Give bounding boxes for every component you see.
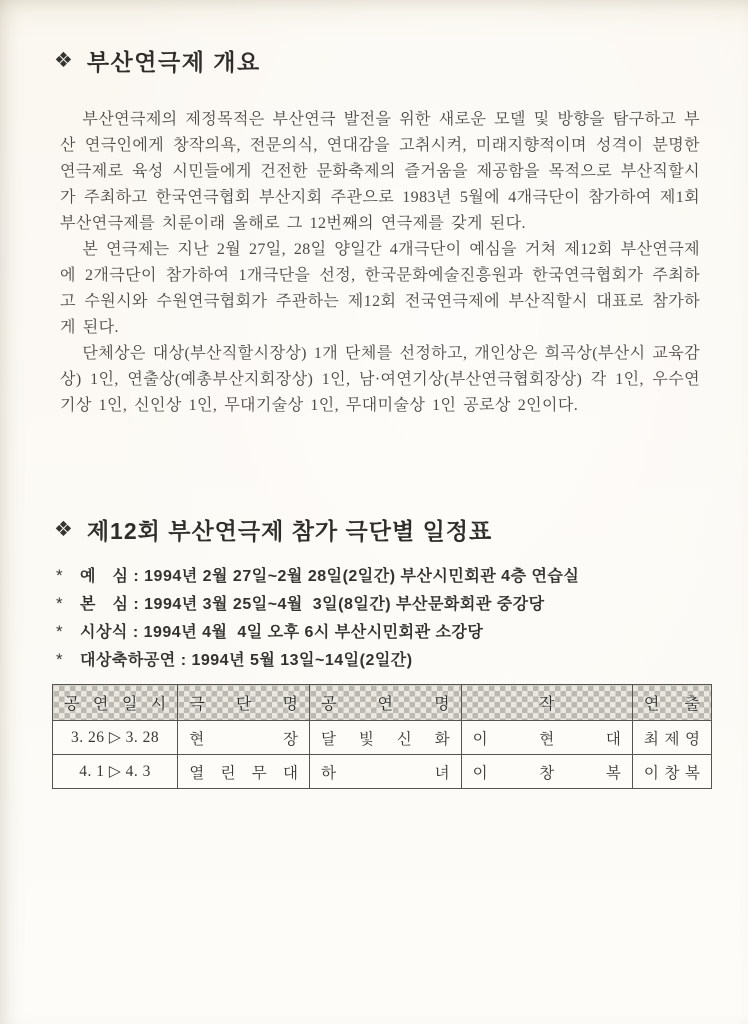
paragraph-3: 단체상은 대상(부산직할시장상) 1개 단체를 선정하고, 개인상은 희곡상(부산시 교육감상) 1인, 연출상(예총부산지회장상) 1인, 남·여연기상(부산연극협회장상) 각 1인, 우수연기상 1인, 신인상 1인, 무대기술상 1인, 무대미술상 1인 공로상 2인이다. xyxy=(60,345,700,414)
cell-author: 이 창 복 xyxy=(461,755,632,789)
cell-author: 이 현 대 xyxy=(461,721,632,755)
header-company: 극 단 명 xyxy=(178,685,310,721)
bullet-label: 본 심 xyxy=(80,596,129,613)
schedule-table xyxy=(52,684,712,789)
asterisk-icon: * xyxy=(56,566,64,585)
cell-director: 최 제 영 xyxy=(632,721,711,755)
bullet-text: : 1994년 3월 25일~4월 3일(8일간) 부산문화회관 중강당 xyxy=(128,596,545,613)
schedule-section xyxy=(54,513,704,789)
table-row xyxy=(53,721,712,755)
bullet-text: : 1994년 2월 27일~2월 28일(2일간) 부산시민회관 4층 연습실 xyxy=(128,568,580,585)
bullet-awards xyxy=(56,618,704,646)
asterisk-icon: * xyxy=(56,594,64,613)
header-author: 작 xyxy=(461,685,632,721)
paragraph-1: 부산연극제의 제정목적은 부산연극 발전을 위한 새로운 모델 및 방향을 탐구하고 부산 연극인에게 창작의욕, 전문의식, 연대감을 고취시켜, 미래지향적이며 성격이 분명한 연극제로 육성 시민들에게 건전한 문화축제의 즐거움을 제공함을 목적으로 부산직할시가 주최하고 한국연극협회 부산지회 주관으로 1983년 5월에 4개극단이 참가하여 제1회 부산연극제를 치룬이래 올해로 그 12번째의 연극제를 갖게 된다. xyxy=(60,111,700,232)
asterisk-icon: * xyxy=(56,622,64,641)
cell-performance: 하 녀 xyxy=(310,755,462,789)
header-performance: 공 연 명 xyxy=(310,685,462,721)
overview-body xyxy=(60,107,700,419)
section2-title: 제12회 부산연극제 참가 극단별 일정표 xyxy=(86,518,493,544)
cell-performance: 달 빛 신 화 xyxy=(310,721,462,755)
diamond-icon: ❖ xyxy=(54,518,73,541)
cell-company: 열 린 무 대 xyxy=(178,755,310,789)
table-row xyxy=(53,755,712,789)
bullet-label: 시상식 xyxy=(80,624,128,641)
bullet-text: : 1994년 4월 4일 오후 6시 부산시민회관 소강당 xyxy=(127,624,484,641)
bullet-main xyxy=(56,590,704,618)
section1-title: 부산연극제 개요 xyxy=(86,49,261,75)
paragraph-2: 본 연극제는 지난 2월 27일, 28일 양일간 4개극단이 예심을 거쳐 제12회 부산연극제에 2개극단이 참가하여 1개극단을 선정, 한국문화예술진흥원과 한국연극협회가 주최하고 수원시와 수원연극협회가 주관하는 제12회 전국연극제에 부산직할시 대표로 참가하게 된다. xyxy=(60,241,700,336)
bullet-text: : 1994년 5월 13일~14일(2일간) xyxy=(175,652,413,669)
bullet-label: 예 심 xyxy=(80,568,129,585)
bullet-label: 대상축하공연 xyxy=(80,652,176,669)
header-date: 공 연 일 시 xyxy=(53,685,178,721)
section1-heading xyxy=(54,44,704,77)
cell-director: 이 창 복 xyxy=(632,755,711,789)
cell-company: 현 장 xyxy=(178,721,310,755)
bullet-preliminary xyxy=(56,562,704,590)
cell-date: 4. 1 ▷ 4. 3 xyxy=(53,755,178,789)
table-header-row xyxy=(53,685,712,721)
header-director: 연 출 xyxy=(632,685,711,721)
cell-date: 3. 26 ▷ 3. 28 xyxy=(53,721,178,755)
asterisk-icon: * xyxy=(56,650,64,669)
diamond-icon: ❖ xyxy=(54,49,73,72)
section2-heading xyxy=(54,513,704,546)
schedule-bullet-list xyxy=(56,562,704,674)
bullet-grandprize-performance xyxy=(56,646,704,674)
